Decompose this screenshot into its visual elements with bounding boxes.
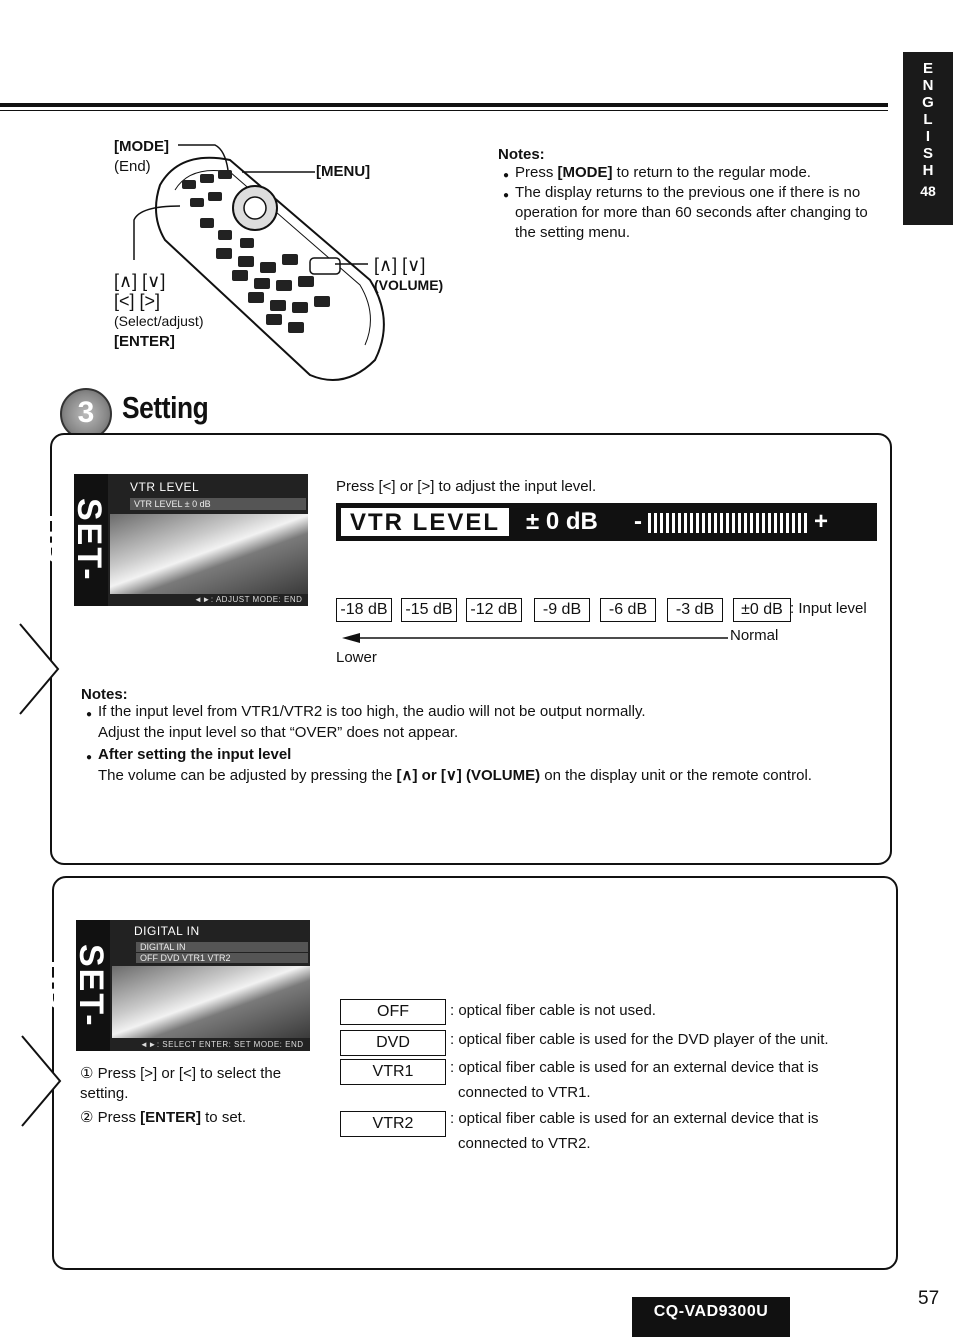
step-number: ② [80,1109,94,1126]
lang-letter: L [923,111,933,128]
option-box-vtr1: VTR1 [340,1059,446,1085]
section-title: Setting [122,390,209,425]
lang-letter: N [922,77,934,94]
vtr-level-screen [31,474,308,606]
section-number-badge: 3 [60,388,112,440]
screen-bar: DIGITAL IN [136,942,308,952]
lang-letter: G [922,94,934,111]
top-note-text: Press [515,164,558,181]
top-note-bold: [MODE] [557,164,613,181]
lower-label: Lower [336,649,377,666]
top-rule [0,103,888,107]
top-note-text: The display returns to the previous one if there is no operation for more than 60 seconds after changing to the setting menu. [515,184,868,241]
level-box: ±0 dB [733,598,791,622]
vtr-level-meter [634,507,828,537]
screen-background-art [112,966,310,1038]
screen-title: DIGITAL IN [134,924,200,938]
level-caption: : Input level [790,600,867,617]
lang-letter: H [922,162,934,179]
remote-nav-keys-leftright: [<] [>] [114,291,161,311]
vtr-level-display [336,503,877,541]
digital-in-step-2 [80,1108,310,1128]
step-text: Press [>] or [<] to select the setting. [80,1065,282,1102]
page-number: 57 [918,1288,940,1309]
meter-minus: - [634,508,642,535]
screen-footer: ◄►: ADJUST MODE: END [194,595,303,604]
option-desc: : optical fiber cable is used for an external device that is [450,1059,819,1076]
vtr-note-2-text: The volume can be adjusted by pressing the [98,767,397,784]
top-note-text: to return to the regular mode. [612,164,811,181]
option-desc-cont: connected to VTR1. [458,1084,591,1101]
panel-pointer-arrow [18,622,62,716]
lang-letter: I [925,128,931,145]
option-box-dvd: DVD [340,1030,446,1056]
level-box: -18 dB [336,598,392,622]
level-box: -6 dB [600,598,656,622]
step-number: ① [80,1065,94,1082]
vtr-level-display-label: VTR LEVEL [340,507,510,537]
meter-plus: + [814,508,829,535]
level-box: -9 dB [534,598,590,622]
top-notes [498,146,888,243]
lang-letter: S [922,145,933,162]
top-note-item [498,163,888,183]
screen-footer: ◄►: SELECT ENTER: SET MODE: END [140,1040,304,1049]
normal-label: Normal [730,627,779,644]
panel-pointer-arrow [20,1034,64,1128]
option-desc: : optical fiber cable is used for an external device that is [450,1110,819,1127]
vtr-note-1: ● If the input level from VTR1/VTR2 is too high, the audio will not be output normally. [98,702,646,722]
top-note-item [498,183,888,243]
option-desc-cont: connected to VTR2. [458,1135,591,1152]
level-box: -12 dB [466,598,522,622]
option-desc: : optical fiber cable is not used. [450,1002,656,1019]
screen-title: VTR LEVEL [130,480,200,494]
top-notes-heading: Notes: [498,146,545,163]
vtr-note-2-heading: ● After setting the input level [98,745,291,765]
vtr-note-2-bold: [∧] or [∨] (VOLUME) [396,767,541,784]
option-desc: : optical fiber cable is used for the DVD player of the unit. [450,1031,829,1048]
remote-nav-sub: (Select/adjust) [114,313,204,329]
lang-letter: E [922,60,933,77]
step-text: Press [97,1109,141,1126]
lang-tab-page: 48 [920,183,936,199]
lower-arrow [342,631,730,645]
digital-in-step-1 [80,1064,310,1104]
remote-nav-keys-updown: [∧] [∨] [114,271,166,291]
vtr-note-2-text: on the display unit or the remote control. [540,767,812,784]
option-box-vtr2: VTR2 [340,1111,446,1137]
screen-bar: VTR LEVEL ± 0 dB [130,498,306,510]
option-box-off: OFF [340,999,446,1025]
vtr-level-display-value: ± 0 dB [526,508,598,535]
step-bold: [ENTER] [140,1109,201,1126]
remote-mode-label: [MODE] [114,138,169,155]
setup-side-label: SET-UP [74,474,108,606]
remote-volume-label: (VOLUME) [374,277,444,293]
level-box: -3 dB [667,598,723,622]
language-tab [903,52,953,225]
remote-mode-sub: (End) [114,158,151,175]
remote-enter-label: [ENTER] [114,333,175,350]
setup-side-label: SET-UP [76,920,110,1051]
vtr-note-2 [98,766,812,786]
vtr-notes-heading: Notes: [81,686,128,703]
vtr-level-instruction: Press [<] or [>] to adjust the input level. [336,478,597,495]
screen-background-art [110,514,308,594]
meter-ticks [648,513,808,533]
remote-menu-label: [MENU] [316,163,371,180]
vtr-note-1-cont: Adjust the input level so that “OVER” does not appear. [98,724,459,741]
digital-in-screen [33,920,310,1051]
footer-model-badge: CQ-VAD9300U [632,1297,790,1337]
top-rule-thin [0,110,888,111]
remote-volume-keys: [∧] [∨] [374,255,426,275]
level-box: -15 dB [401,598,457,622]
screen-options-row: OFF DVD VTR1 VTR2 [136,953,308,963]
step-text: to set. [200,1109,246,1126]
